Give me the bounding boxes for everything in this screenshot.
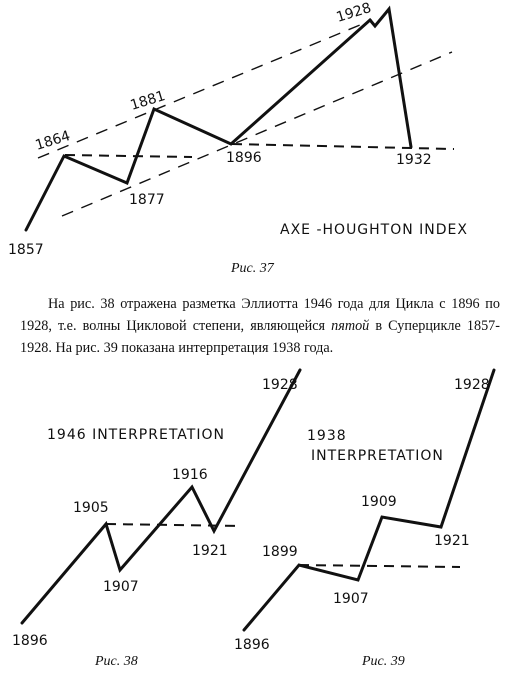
label-1857: 1857 <box>8 242 44 258</box>
axe-houghton-index-title: AXE -HOUGHTON INDEX <box>280 222 468 238</box>
label-1932: 1932 <box>396 152 432 168</box>
caption-fig39: Рис. 39 <box>362 654 405 669</box>
fig39-label-1899: 1899 <box>262 544 298 560</box>
paragraph-text-2: в Суперцикле 1857-1928. На рис. 39 показана интерпретация 1938 года. <box>20 318 500 356</box>
fig38-wave-line <box>22 370 300 623</box>
label-1864: 1864 <box>33 128 73 154</box>
fig39-label-1928: 1928 <box>454 377 490 393</box>
label-1881: 1881 <box>128 88 168 114</box>
caption-fig38: Рис. 38 <box>95 654 138 669</box>
fig39-label-1896: 1896 <box>234 637 270 653</box>
paragraph-text-1: На рис. 38 отражена разметка Эллиотта 1946 года для Цикла с 1896 по 1928, т.е. волны Цикловой степени, являющейся <box>20 296 500 334</box>
label-1928: 1928 <box>334 0 374 26</box>
fig39-label-1909: 1909 <box>361 494 397 510</box>
fig39-label-1921: 1921 <box>434 533 470 549</box>
label-1877: 1877 <box>129 192 165 208</box>
fig38-label-1921: 1921 <box>192 543 228 559</box>
fig38-label-1905: 1905 <box>73 500 109 516</box>
fig38-title: 1946 INTERPRETATION <box>47 427 225 443</box>
paragraph-emphasis: пятой <box>331 318 370 334</box>
fig39-support-line <box>299 565 460 567</box>
fig39-title-line1: 1938 <box>307 428 347 444</box>
fig39-title-line2: INTERPRETATION <box>311 448 444 464</box>
fig38-support-line <box>106 524 240 526</box>
fig39-label-1907: 1907 <box>333 591 369 607</box>
fig38-label-1916: 1916 <box>172 467 208 483</box>
fig38-label-1928: 1928 <box>262 377 298 393</box>
label-1896: 1896 <box>226 150 262 166</box>
caption-fig37: Рис. 37 <box>231 261 274 276</box>
fig38-label-1896: 1896 <box>12 633 48 649</box>
fig38-label-1907: 1907 <box>103 579 139 595</box>
